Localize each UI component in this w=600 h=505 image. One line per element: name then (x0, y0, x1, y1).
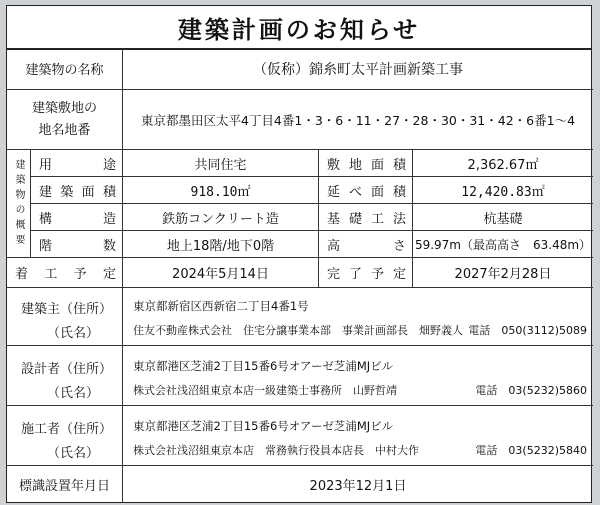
posting-label: 標識設置年月日 (7, 466, 123, 502)
contractor-phone: 電話 03(5232)5840 (475, 444, 587, 457)
owner-address: 東京都新宿区西新宿二丁目4番1号 (133, 299, 309, 313)
end-label: 完 了 予 定 (319, 258, 413, 288)
designer-phone: 電話 03(5232)5860 (475, 384, 587, 397)
notice-title: 建築計画のお知らせ (7, 6, 591, 50)
building-area-value: 918.10㎡ (123, 177, 319, 204)
floor-area-value: 12,420.83㎡ (413, 177, 593, 204)
owner-label-cell (7, 288, 123, 346)
posting-value: 2023年12月1日 (309, 478, 407, 494)
structure-label: 構 造 (31, 204, 123, 231)
contractor-name: 株式会社浅沼組東京本店 常務執行役員本店長 中村大作 (133, 444, 419, 457)
designer-label: 設計者（住所） (21, 362, 113, 377)
height-value: 59.97m（最高高さ 63.48m） (413, 231, 593, 258)
owner-value-cell (123, 288, 593, 346)
start-label: 着 工 予 定 (7, 258, 123, 288)
site-area-value: 2,362.67㎡ (413, 150, 593, 177)
contractor-label-cell (7, 406, 123, 466)
site-area-label: 敷 地 面 積 (319, 150, 413, 177)
contractor-value-cell (123, 406, 593, 466)
owner-label: 建築主（住所） (21, 302, 113, 317)
designer-label-cell (7, 346, 123, 406)
height-label: 高 さ (319, 231, 413, 258)
building-name-value: （仮称）錦糸町太平計画新築工事 (123, 48, 593, 90)
building-name-label: 建築物の名称 (7, 48, 123, 90)
owner-name-label: （氏名） (47, 326, 100, 341)
contractor-address: 東京都港区芝浦2丁目15番6号オアーゼ芝浦MJビル (133, 419, 394, 433)
site-label-line1: 建築敷地の (31, 100, 97, 116)
owner-name: 住友不動産株式会社 住宅分譲事業本部 事業計画部長 畑野義人 (133, 324, 463, 337)
building-area-label: 建 築 面 積 (31, 177, 123, 204)
site-label-line2: 地名地番 (38, 122, 91, 138)
designer-name-label: （氏名） (47, 386, 100, 401)
designer-name: 株式会社浅沼組東京本店一級建築士事務所 山野哲靖 (133, 384, 397, 397)
floors-label: 階 数 (31, 231, 123, 258)
contractor-label: 施工者（住所） (21, 422, 113, 437)
designer-value-cell (123, 346, 593, 406)
site-value: 東京都墨田区太平4丁目4番1・3・6・11・27・28・30・31・42・6番1～4 (123, 90, 593, 150)
floors-value: 地上18階/地下0階 (123, 231, 319, 258)
contractor-name-label: （氏名） (47, 446, 100, 461)
foundation-value: 杭基礎 (413, 204, 593, 231)
designer-address: 東京都港区芝浦2丁目15番6号オアーゼ芝浦MJビル (133, 359, 394, 373)
use-value: 共同住宅 (123, 150, 319, 177)
structure-value: 鉄筋コンクリート造 (123, 204, 319, 231)
end-value: 2027年2月28日 (413, 258, 593, 288)
site-label (7, 90, 123, 150)
notice-board (6, 5, 592, 503)
use-label: 用 途 (31, 150, 123, 177)
owner-phone: 電話 050(3112)5089 (468, 324, 587, 337)
start-value: 2024年5月14日 (123, 258, 319, 288)
foundation-label: 基 礎 工 法 (319, 204, 413, 231)
floor-area-label: 延 べ 面 積 (319, 177, 413, 204)
overview-label: 建築物の概要 (7, 150, 31, 258)
